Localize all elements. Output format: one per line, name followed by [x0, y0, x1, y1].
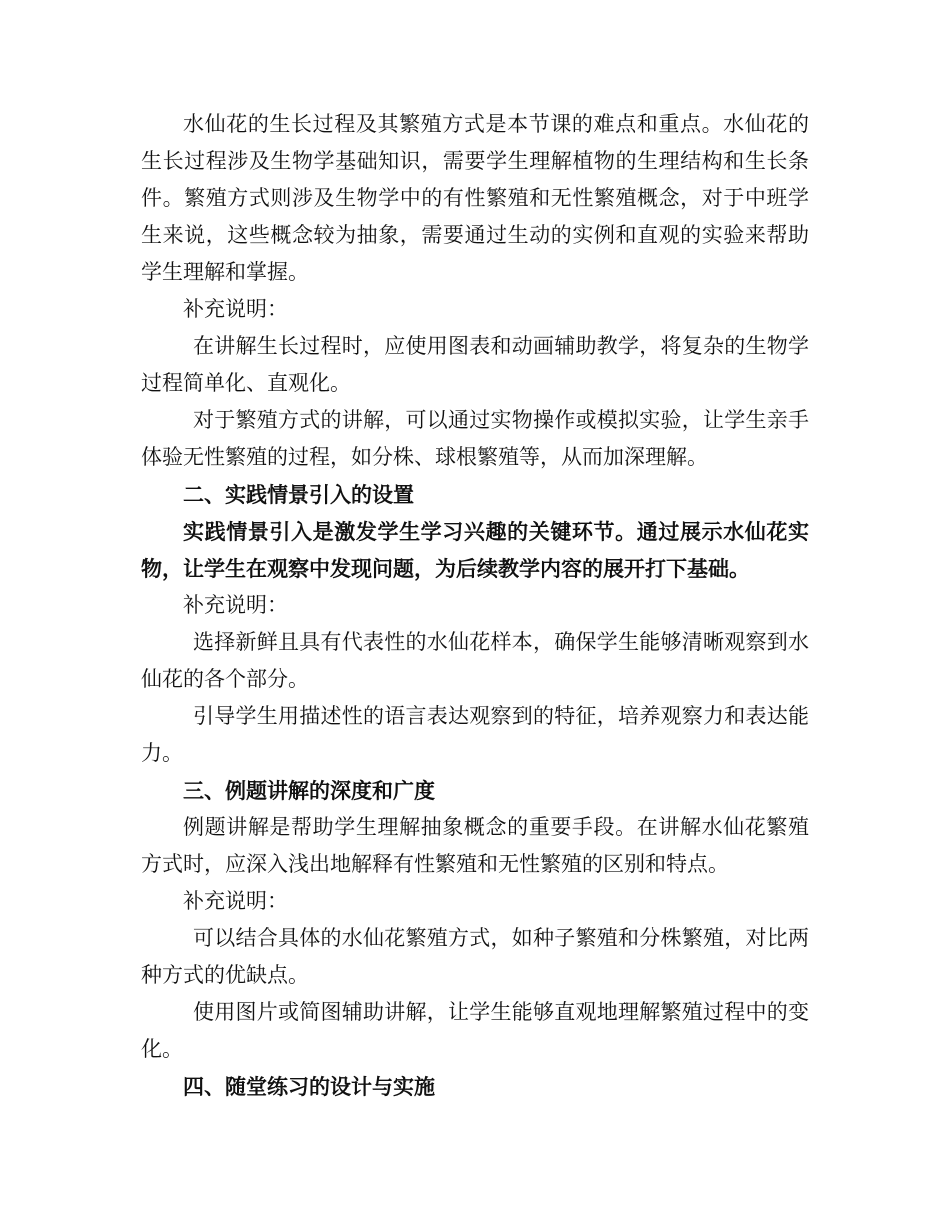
section-heading-2: 二、实践情景引入的设置 [183, 482, 414, 507]
document-body [141, 106, 809, 1105]
paragraph-body: 例题讲解是帮助学生理解抽象概念的重要手段。在讲解水仙花繁殖方式时，应深入浅出地解释有性繁殖和无性繁殖的区别和特点。 [141, 815, 809, 876]
paragraph-bold: 实践情景引入是激发学生学习兴趣的关键环节。通过展示水仙花实物，让学生在观察中发现问题，为后续教学内容的展开打下基础。 [141, 519, 809, 581]
paragraph-intro: 水仙花的生长过程及其繁殖方式是本节课的难点和重点。水仙花的生长过程涉及生物学基础知识，需要学生理解植物的生理结构和生长条件。繁殖方式则涉及生物学中的有性繁殖和无性繁殖概念，对于中班学生来说，这些概念较为抽象，需要通过生动的实例和直观的实验来帮助学生理解和掌握。 [141, 112, 809, 284]
supplement-label: 补充说明： [183, 889, 288, 913]
supplement-item: 选择新鲜且具有代表性的水仙花样本，确保学生能够清晰观察到水仙花的各个部分。 [141, 630, 809, 691]
supplement-item: 使用图片或简图辅助讲解，让学生能够直观地理解繁殖过程中的变化。 [141, 1000, 809, 1061]
supplement-label: 补充说明： [183, 297, 288, 321]
section-heading-4: 四、随堂练习的设计与实施 [183, 1074, 435, 1099]
supplement-item: 可以结合具体的水仙花繁殖方式，如种子繁殖和分株繁殖，对比两种方式的优缺点。 [141, 926, 809, 987]
supplement-label: 补充说明： [183, 593, 288, 617]
supplement-item: 引导学生用描述性的语言表达观察到的特征，培养观察力和表达能力。 [141, 704, 809, 765]
section-heading-3: 三、例题讲解的深度和广度 [183, 778, 435, 803]
supplement-item: 对于繁殖方式的讲解，可以通过实物操作或模拟实验，让学生亲手体验无性繁殖的过程，如分株、球根繁殖等，从而加深理解。 [141, 408, 809, 469]
supplement-item: 在讲解生长过程时，应使用图表和动画辅助教学，将复杂的生物学过程简单化、直观化。 [141, 334, 809, 395]
